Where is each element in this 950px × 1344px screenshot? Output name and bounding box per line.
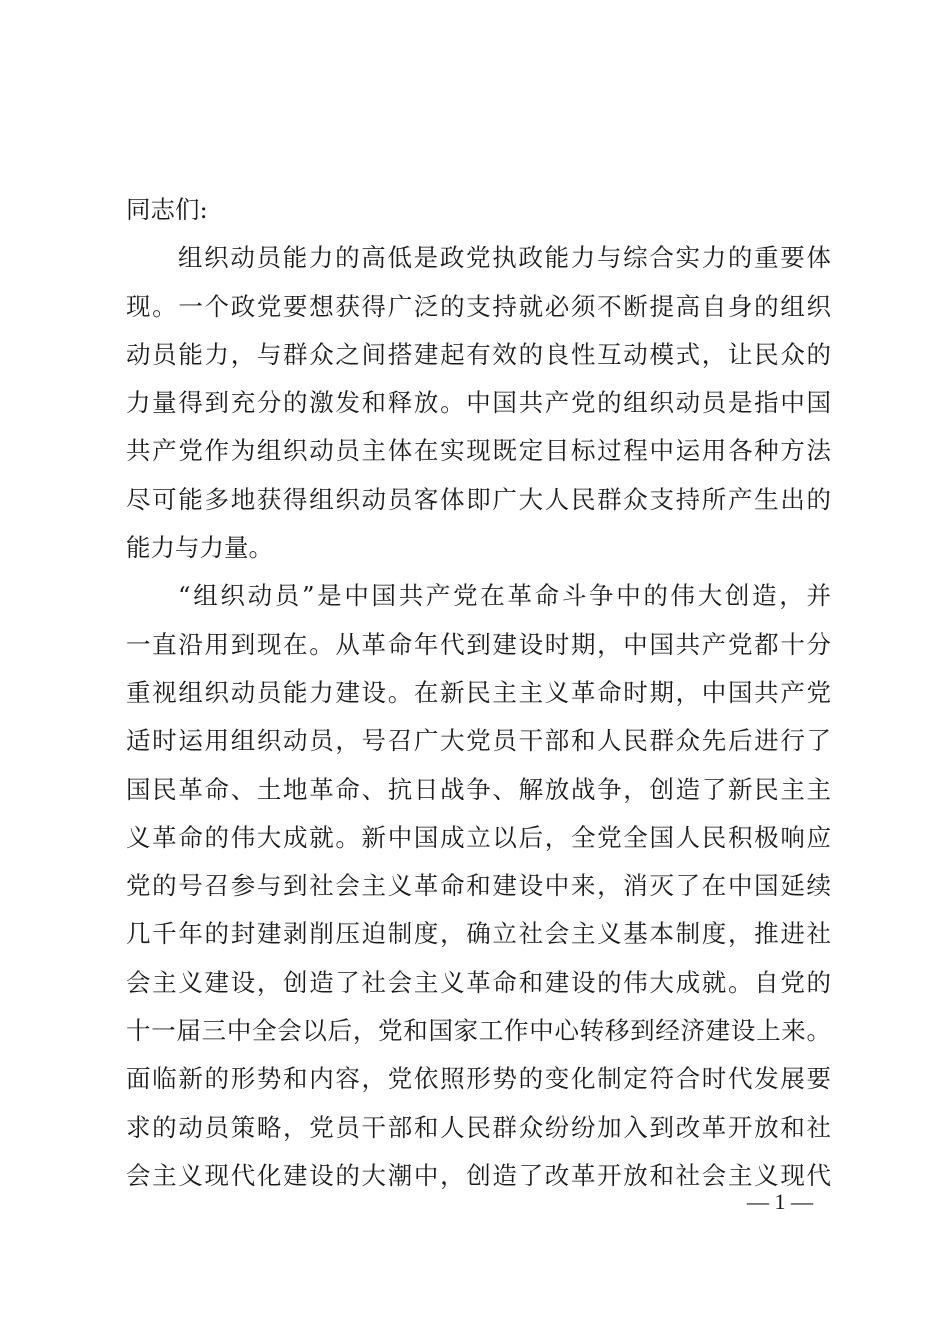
paragraph-line: 会主义建设，创造了社会主义革命和建设的伟大成就。自党的 <box>126 967 831 997</box>
paragraph-line-last: 能力与力量。 <box>126 533 273 563</box>
paragraph-line: 力量得到充分的激发和释放。中国共产党的组织动员是指中国 <box>126 388 831 418</box>
paragraph-line: 义革命的伟大成就。新中国成立以后，全党全国人民积极响应 <box>126 822 831 852</box>
paragraph-line: 求的动员策略，党员干部和人民群众纷纷加入到改革开放和社 <box>126 1112 831 1142</box>
paragraph-line: 共产党作为组织动员主体在实现既定目标过程中运用各种方法 <box>126 436 831 466</box>
paragraph-line: 适时运用组织动员，号召广大党员干部和人民群众先后进行了 <box>126 726 831 756</box>
paragraph-2 <box>126 572 831 1248</box>
paragraph-line: 几千年的封建剥削压迫制度，确立社会主义基本制度，推进社 <box>126 919 831 949</box>
paragraph-line: 重视组织动员能力建设。在新民主主义革命时期，中国共产党 <box>126 677 831 707</box>
paragraph-1 <box>126 234 831 572</box>
paragraph-line: 国民革命、土地革命、抗日战争、解放战争，创造了新民主主 <box>126 774 831 804</box>
paragraph-line: 十一届三中全会以后，党和国家工作中心转移到经济建设上来。 <box>126 1016 831 1046</box>
paragraph-line: 会主义现代化建设的大潮中，创造了改革开放和社会主义现代 <box>126 1160 831 1190</box>
paragraph-line: 一直沿用到现在。从革命年代到建设时期，中国共产党都十分 <box>126 629 831 659</box>
paragraph-line: “组织动员”是中国共产党在革命斗争中的伟大创造，并 <box>178 581 831 611</box>
paragraph-line: 组织动员能力的高低是政党执政能力与综合实力的重要体 <box>178 243 831 273</box>
paragraph-line: 动员能力，与群众之间搭建起有效的良性互动模式，让民众的 <box>126 339 831 369</box>
document-body <box>126 186 831 1249</box>
paragraph-line: 面临新的形势和内容，党依照形势的变化制定符合时代发展要 <box>126 1064 831 1094</box>
paragraph-line <box>126 1200 831 1248</box>
paragraph-line: 尽可能多地获得组织动员客体即广大人民群众支持所产生出的 <box>126 484 831 514</box>
paragraph-line: 党的号召参与到社会主义革命和建设中来，消灭了在中国延续 <box>126 871 831 901</box>
paragraph-line: 现。一个政党要想获得广泛的支持就必须不断提高自身的组织 <box>126 291 831 321</box>
page-number: — 1 — <box>747 1189 813 1214</box>
salutation: 同志们: <box>126 195 208 224</box>
